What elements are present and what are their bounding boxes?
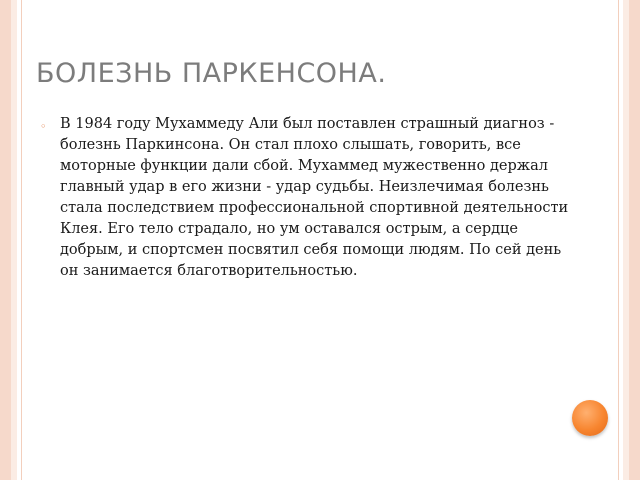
left-border-line bbox=[21, 0, 22, 480]
left-border-band bbox=[0, 0, 11, 480]
slide-content bbox=[40, 114, 580, 282]
body-paragraph: В 1984 году Мухаммеду Али был поставлен страшный диагноз - болезнь Паркинсона. Он стал плохо слышать, говорить, все моторные функции дали сбой. Мухаммед мужественно держал главный удар в его жизни - удар судьбы. Неизлечимая болезнь стала последствием профессиональной спортивной деятельности Клея. Его тело страдало, но ум оставался острым, а сердце добрым, и спортсмен посвятил себя помощи людям. По сей день он занимается благотворительностью. bbox=[60, 116, 569, 279]
orange-circle-decoration bbox=[572, 400, 608, 436]
bullet-icon: ◦ bbox=[40, 120, 47, 133]
right-border-band bbox=[629, 0, 640, 480]
right-border-line bbox=[618, 0, 619, 480]
left-border-inner-band bbox=[11, 0, 17, 480]
slide-title: БОЛЕЗНЬ ПАРКЕНСОНА. bbox=[36, 58, 387, 89]
